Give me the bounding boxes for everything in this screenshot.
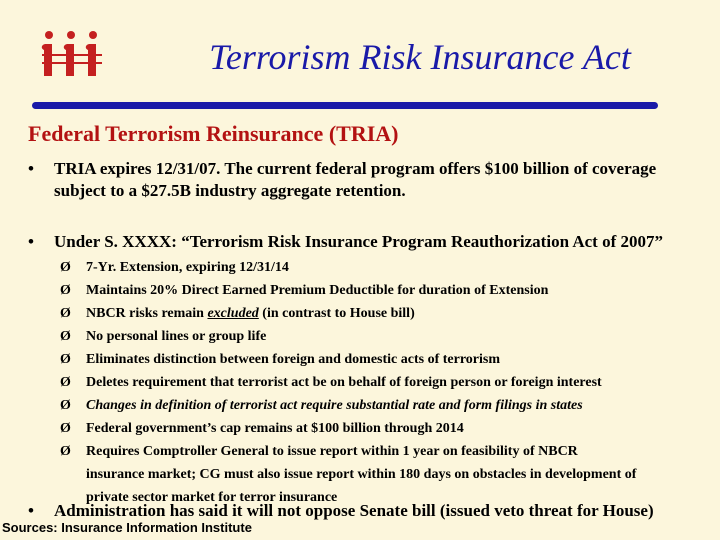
list-item <box>60 256 720 279</box>
list-item-emphasis: excluded <box>207 306 259 321</box>
list-item-continuation: insurance market; CG must also issue report within 180 days on obstacles in development of <box>86 467 637 482</box>
list-item-text: Eliminates distinction between foreign and domestic acts of terrorism <box>86 352 500 367</box>
arrow-bullet-icon: Ø <box>60 444 71 459</box>
title-divider <box>32 102 658 109</box>
bullet-text: subject to a $27.5B industry aggregate retention. <box>54 181 406 200</box>
iii-logo-icon <box>38 30 108 85</box>
list-item-text: Deletes requirement that terrorist act be on behalf of foreign person or foreign interest <box>86 375 602 390</box>
page-title: Terrorism Risk Insurance Act <box>209 37 631 77</box>
sub-list <box>60 256 720 509</box>
arrow-bullet-icon: Ø <box>60 329 71 344</box>
bullet-text: Under S. XXXX: “Terrorism Risk Insurance Program Reauthorization Act of 2007” <box>54 232 663 251</box>
bullet-icon: • <box>28 501 34 520</box>
list-item <box>60 371 720 394</box>
bullet-icon: • <box>28 232 34 251</box>
arrow-bullet-icon: Ø <box>60 421 71 436</box>
arrow-bullet-icon: Ø <box>60 260 71 275</box>
list-item-text: 7-Yr. Extension, expiring 12/31/14 <box>86 260 289 275</box>
list-item <box>60 279 720 302</box>
bullet-text: Administration has said it will not oppose Senate bill (issued veto threat for House) <box>54 501 654 520</box>
bullet-icon: • <box>28 159 34 178</box>
arrow-bullet-icon: Ø <box>60 352 71 367</box>
list-item-text: Requires Comptroller General to issue report within 1 year on feasibility of NBCR <box>86 444 578 459</box>
list-item <box>60 348 720 371</box>
list-item-text: No personal lines or group life <box>86 329 267 344</box>
list-item-continuation: private sector market for terror insurance <box>86 490 338 505</box>
list-item <box>60 302 720 325</box>
list-item <box>60 394 720 417</box>
arrow-bullet-icon: Ø <box>60 398 71 413</box>
list-item-text: Federal government’s cap remains at $100 billion through 2014 <box>86 421 464 436</box>
bullet-text: TRIA expires 12/31/07. The current federal program offers $100 billion of coverage <box>54 159 657 178</box>
list-item <box>60 417 720 440</box>
list-item <box>60 325 720 348</box>
list-item-text: (in contrast to House bill) <box>258 306 415 321</box>
section-heading: Federal Terrorism Reinsurance (TRIA) <box>28 121 399 146</box>
arrow-bullet-icon: Ø <box>60 375 71 390</box>
source-note: Sources: Insurance Information Institute <box>2 520 252 535</box>
list-item-text: Maintains 20% Direct Earned Premium Deductible for duration of Extension <box>86 283 549 298</box>
arrow-bullet-icon: Ø <box>60 283 71 298</box>
arrow-bullet-icon: Ø <box>60 306 71 321</box>
list-item <box>60 440 720 463</box>
list-item-text: NBCR risks remain <box>86 306 208 321</box>
list-item-text: Changes in definition of terrorist act require substantial rate and form filings in states <box>86 398 583 413</box>
